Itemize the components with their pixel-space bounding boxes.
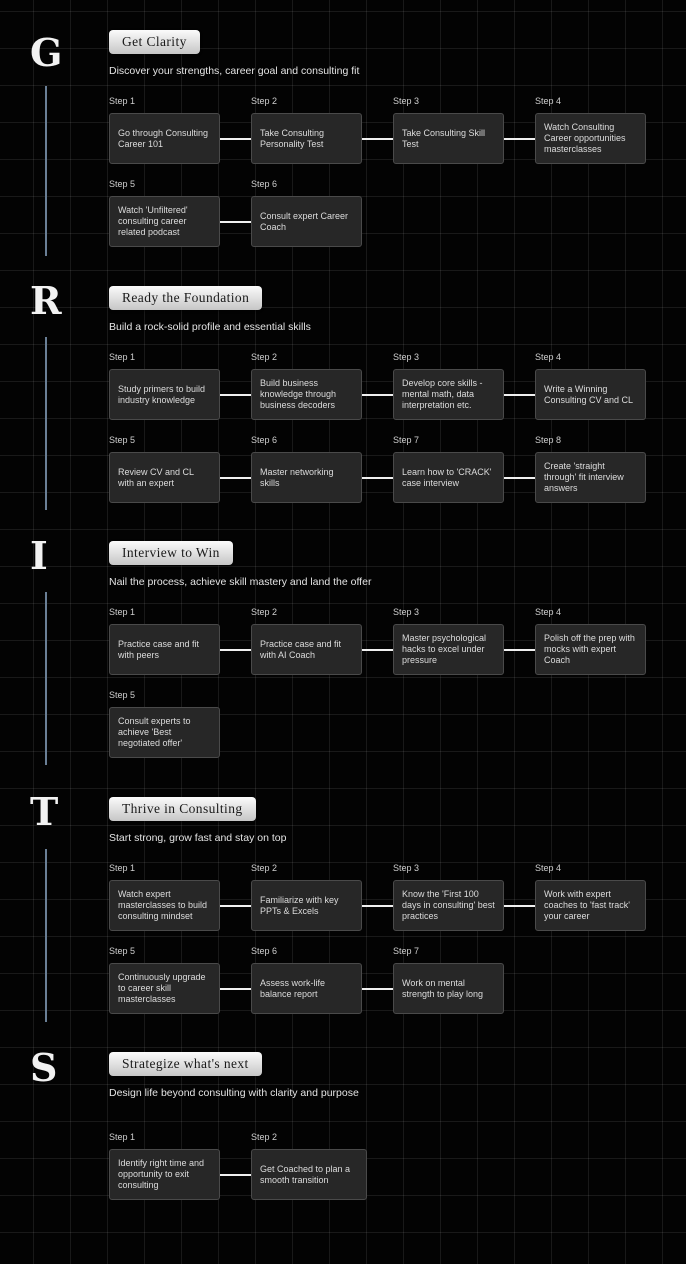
step-connector	[362, 988, 393, 990]
step-connector	[220, 905, 251, 907]
step-text: Practice case and fit with AI Coach	[260, 638, 342, 660]
step-connector	[362, 394, 393, 396]
step-label: Step 2	[251, 96, 278, 106]
step-connector	[504, 394, 535, 396]
step-label: Step 2	[251, 1132, 278, 1142]
step-card[interactable]	[251, 624, 362, 675]
step-label: Step 2	[251, 863, 278, 873]
step-label: Step 5	[109, 435, 136, 445]
step-card[interactable]	[251, 963, 362, 1014]
step-card[interactable]	[535, 452, 646, 503]
step-label: Step 6	[251, 946, 278, 956]
step-text: Take Consulting Personality Test	[260, 127, 325, 149]
step-card[interactable]	[393, 113, 504, 164]
step-card[interactable]	[109, 707, 220, 758]
step-card[interactable]	[535, 880, 646, 931]
step-text: Watch expert masterclasses to build consulting mindset	[118, 889, 208, 921]
step-card[interactable]	[109, 963, 220, 1014]
step-label: Step 7	[393, 435, 420, 445]
step-text: Consult experts to achieve 'Best negotiated offer'	[118, 716, 191, 748]
step-label: Step 4	[535, 352, 562, 362]
step-text: Go through Consulting Career 101	[118, 127, 209, 149]
step-card[interactable]	[535, 369, 646, 420]
step-connector	[504, 138, 535, 140]
step-card[interactable]	[109, 624, 220, 675]
step-connector	[362, 477, 393, 479]
section-title-button[interactable]: Thrive in Consulting	[109, 797, 256, 821]
step-text: Work on mental strength to play long	[402, 977, 484, 999]
section-letter: I	[30, 533, 48, 578]
section-subtitle: Nail the process, achieve skill mastery and land the offer	[109, 576, 372, 588]
section-title-button[interactable]: Interview to Win	[109, 541, 233, 565]
step-label: Step 4	[535, 607, 562, 617]
step-card[interactable]	[251, 369, 362, 420]
section-letter: R	[30, 278, 62, 323]
step-label: Step 3	[393, 352, 420, 362]
step-text: Know the 'First 100 days in consulting' best practices	[402, 889, 495, 921]
step-text: Master networking skills	[260, 466, 334, 488]
step-label: Step 1	[109, 352, 136, 362]
step-connector	[220, 221, 251, 223]
step-text: Get Coached to plan a smooth transition	[260, 1163, 351, 1185]
step-text: Review CV and CL with an expert	[118, 466, 194, 488]
step-card[interactable]	[393, 880, 504, 931]
step-card[interactable]	[251, 113, 362, 164]
step-label: Step 1	[109, 96, 136, 106]
step-text: Watch 'Unfiltered' consulting career related podcast	[118, 205, 188, 237]
step-connector	[220, 477, 251, 479]
step-card[interactable]	[535, 113, 646, 164]
step-connector	[220, 649, 251, 651]
step-card[interactable]	[109, 880, 220, 931]
step-connector	[504, 477, 535, 479]
step-text: Write a Winning Consulting CV and CL	[544, 383, 634, 405]
step-card[interactable]	[393, 963, 504, 1014]
timeline-line	[45, 337, 47, 510]
step-connector	[220, 138, 251, 140]
step-text: Develop core skills - mental math, data interpretation etc.	[402, 378, 483, 410]
step-label: Step 4	[535, 96, 562, 106]
step-card[interactable]	[251, 880, 362, 931]
step-text: Work with expert coaches to 'fast track' your career	[544, 889, 630, 921]
step-label: Step 3	[393, 96, 420, 106]
step-text: Polish off the prep with mocks with expert Coach	[544, 633, 635, 665]
step-connector	[220, 394, 251, 396]
step-text: Familiarize with key PPTs & Excels	[260, 894, 339, 916]
section-subtitle: Start strong, grow fast and stay on top	[109, 832, 287, 844]
step-card[interactable]	[109, 113, 220, 164]
step-connector	[362, 905, 393, 907]
section-subtitle: Design life beyond consulting with clarity and purpose	[109, 1087, 359, 1099]
step-text: Create 'straight through' fit interview answers	[544, 461, 624, 493]
step-label: Step 3	[393, 607, 420, 617]
step-text: Master psychological hacks to excel under pressure	[402, 633, 487, 665]
step-label: Step 6	[251, 435, 278, 445]
step-card[interactable]	[393, 452, 504, 503]
step-connector	[362, 649, 393, 651]
step-card[interactable]	[535, 624, 646, 675]
step-text: Build business knowledge through business decoders	[260, 378, 337, 410]
step-text: Continuously upgrade to career skill masterclasses	[118, 972, 206, 1004]
section-subtitle: Discover your strengths, career goal and consulting fit	[109, 65, 360, 77]
timeline-line	[45, 86, 47, 256]
step-card[interactable]	[109, 369, 220, 420]
step-connector	[362, 138, 393, 140]
step-label: Step 1	[109, 1132, 136, 1142]
step-connector	[220, 988, 251, 990]
step-label: Step 2	[251, 607, 278, 617]
step-text: Identify right time and opportunity to exit consulting	[118, 1158, 205, 1190]
step-text: Practice case and fit with peers	[118, 638, 200, 660]
step-label: Step 1	[109, 863, 136, 873]
step-label: Step 5	[109, 946, 136, 956]
step-label: Step 3	[393, 863, 420, 873]
section-title-button[interactable]: Strategize what's next	[109, 1052, 262, 1076]
step-label: Step 4	[535, 863, 562, 873]
step-card[interactable]	[109, 1149, 220, 1200]
step-card[interactable]	[109, 196, 220, 247]
step-card[interactable]	[251, 196, 362, 247]
section-letter: S	[30, 1045, 58, 1090]
step-label: Step 1	[109, 607, 136, 617]
step-connector	[504, 905, 535, 907]
step-connector	[504, 649, 535, 651]
section-letter: G	[30, 30, 63, 75]
step-text: Study primers to build industry knowledge	[118, 383, 206, 405]
section-title-button[interactable]: Ready the Foundation	[109, 286, 262, 310]
step-label: Step 5	[109, 179, 136, 189]
section-title-button[interactable]: Get Clarity	[109, 30, 200, 54]
timeline-line	[45, 592, 47, 765]
step-label: Step 2	[251, 352, 278, 362]
step-text: Take Consulting Skill Test	[402, 127, 486, 149]
step-connector	[220, 1174, 251, 1176]
step-text: Watch Consulting Career opportunities masterclasses	[544, 122, 626, 154]
step-label: Step 5	[109, 690, 136, 700]
timeline-line	[45, 849, 47, 1022]
step-card[interactable]	[393, 624, 504, 675]
step-card[interactable]	[251, 1149, 367, 1200]
step-card[interactable]	[109, 452, 220, 503]
step-card[interactable]	[251, 452, 362, 503]
step-label: Step 6	[251, 179, 278, 189]
step-card[interactable]	[393, 369, 504, 420]
step-text: Learn how to 'CRACK' case interview	[402, 466, 492, 488]
section-subtitle: Build a rock-solid profile and essential skills	[109, 321, 311, 333]
section-letter: T	[30, 789, 59, 834]
step-label: Step 8	[535, 435, 562, 445]
step-text: Assess work-life balance report	[260, 977, 326, 999]
step-label: Step 7	[393, 946, 420, 956]
step-text: Consult expert Career Coach	[260, 210, 349, 232]
